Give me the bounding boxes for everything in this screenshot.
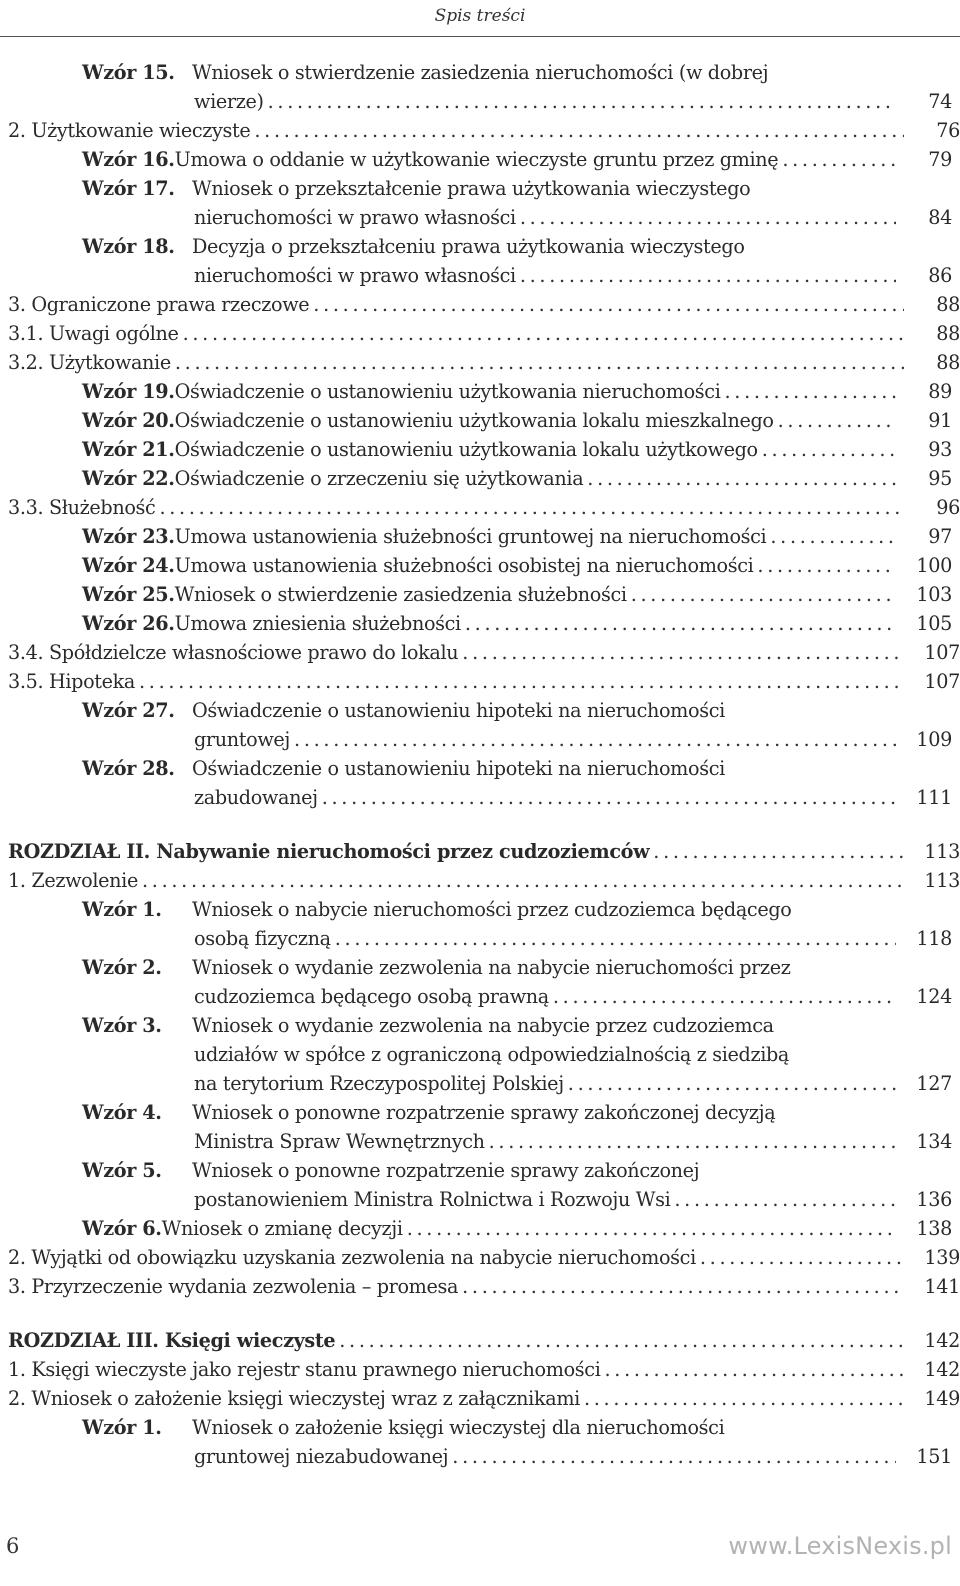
template-number: Wzór 22. — [82, 467, 175, 490]
toc-page-number: 151 — [916, 1445, 952, 1468]
dot-leader — [520, 261, 896, 290]
toc-template-entry[interactable] — [0, 580, 960, 609]
toc-entry-line — [0, 953, 960, 982]
toc-page-number: 79 — [928, 148, 952, 171]
toc-entry-line — [8, 1384, 960, 1413]
toc-entry-line — [8, 493, 960, 522]
template-number: Wzór 16. — [82, 148, 175, 171]
template-number: Wzór 1. — [82, 1416, 162, 1439]
toc-template-entry[interactable] — [0, 464, 960, 493]
toc-entry-line — [0, 261, 960, 290]
toc-entry-title: Umowa zniesienia służebności — [174, 612, 461, 635]
template-label — [82, 522, 175, 551]
toc-page-number: 138 — [916, 1217, 952, 1240]
template-number: Wzór 18. — [82, 235, 175, 258]
dot-leader — [724, 377, 896, 406]
template-number: Wzór 2. — [82, 956, 162, 979]
template-number: Wzór 4. — [82, 1101, 162, 1124]
toc-entry-title: Umowa ustanowienia służebności gruntowej na nieruchomości — [174, 525, 767, 548]
dot-leader — [700, 1243, 904, 1272]
toc-entry-line — [0, 924, 960, 953]
toc-entry-title — [8, 1326, 335, 1355]
toc-entry-line — [8, 1326, 960, 1355]
dot-leader — [553, 982, 896, 1011]
toc-entry-line — [0, 145, 960, 174]
header-title: Spis treści — [434, 6, 526, 26]
dot-leader — [587, 464, 896, 493]
template-number: Wzór 5. — [82, 1159, 162, 1182]
toc-entry-line — [0, 580, 960, 609]
toc-entry-title: 3.1. Uwagi ogólne — [8, 322, 179, 345]
toc-entry-title: Umowa o oddanie w użytkowanie wieczyste gruntu przez gminę — [174, 148, 779, 171]
toc-template-entry[interactable] — [0, 1098, 960, 1156]
toc-entry-title: 2. Wniosek o założenie księgi wieczystej wraz z załącznikami — [8, 1387, 580, 1410]
toc-entry-title: Oświadczenie o ustanowieniu użytkowania lokalu mieszkalnego — [174, 409, 774, 432]
template-label — [82, 464, 175, 493]
dot-leader — [175, 348, 904, 377]
toc-page-number: 109 — [916, 728, 952, 751]
toc-page-number: 97 — [928, 525, 952, 548]
toc-page-number: 141 — [924, 1275, 960, 1298]
toc-entry-title: Oświadczenie o ustanowieniu użytkowania lokalu użytkowego — [174, 438, 758, 461]
toc-entry-line — [0, 1413, 960, 1442]
toc-section-entry[interactable] — [0, 493, 960, 522]
toc-entry-line — [0, 1011, 960, 1040]
toc-template-entry[interactable] — [0, 58, 960, 116]
toc-section-entry[interactable] — [0, 116, 960, 145]
toc-entry-title: 3.4. Spółdzielcze własnościowe prawo do lokalu — [8, 641, 459, 664]
toc-entry-line — [0, 725, 960, 754]
template-label — [82, 232, 192, 261]
dot-leader — [778, 406, 896, 435]
toc-entry-title: Oświadczenie o ustanowieniu hipoteki na nieruchomości — [192, 757, 725, 780]
template-label — [82, 377, 175, 406]
toc-entry-title: nieruchomości w prawo własności — [194, 264, 516, 287]
template-label — [82, 1098, 192, 1127]
toc-entry-line — [0, 435, 960, 464]
toc-section-entry[interactable] — [0, 1384, 960, 1413]
toc-page-number: 95 — [928, 467, 952, 490]
template-number: Wzór 19. — [82, 380, 175, 403]
toc-page-number: 88 — [936, 351, 960, 374]
toc-page-number: 118 — [916, 927, 952, 950]
dot-leader — [782, 145, 896, 174]
toc-page-number: 103 — [916, 583, 952, 606]
toc-entry-title: 3.2. Użytkowanie — [8, 351, 171, 374]
toc-template-entry[interactable] — [0, 696, 960, 754]
toc-entry-line — [8, 866, 960, 895]
template-number: Wzór 25. — [82, 583, 175, 606]
toc-entry-title: 3. Ograniczone prawa rzeczowe — [8, 293, 310, 316]
toc-page-number: 113 — [924, 840, 960, 863]
template-label — [82, 609, 175, 638]
dot-leader — [653, 837, 904, 866]
toc-section-entry[interactable] — [0, 638, 960, 667]
template-number: Wzór 27. — [82, 699, 175, 722]
toc-page-number: 74 — [928, 90, 952, 113]
dot-leader — [322, 783, 896, 812]
toc-template-entry[interactable] — [0, 1011, 960, 1098]
toc-template-entry[interactable] — [0, 406, 960, 435]
template-label — [82, 696, 192, 725]
toc-template-entry[interactable] — [0, 174, 960, 232]
page-number: 6 — [6, 1534, 20, 1558]
toc-page-number: 107 — [924, 670, 960, 693]
toc-entry-title: Wniosek o stwierdzenie zasiedzenia służebności — [174, 583, 627, 606]
toc-template-entry[interactable] — [0, 754, 960, 812]
toc-entry-title: Wniosek o zmianę decyzji — [161, 1217, 403, 1240]
toc-page-number: 89 — [928, 380, 952, 403]
toc-template-entry[interactable] — [0, 953, 960, 1011]
toc-page-number: 96 — [936, 496, 960, 519]
toc-entry-line — [0, 406, 960, 435]
toc-entry-line — [8, 116, 960, 145]
toc-entry-line — [0, 1040, 960, 1069]
template-label — [82, 1413, 192, 1442]
toc-template-entry[interactable] — [0, 145, 960, 174]
template-label — [82, 754, 192, 783]
toc-entry-title: wierze) — [194, 90, 264, 113]
template-number: Wzór 6. — [82, 1217, 162, 1240]
dot-leader — [520, 203, 896, 232]
toc-entry-title: 2. Wyjątki od obowiązku uzyskania zezwolenia na nabycie nieruchomości — [8, 1246, 696, 1269]
dot-leader — [183, 319, 904, 348]
toc-entry-line — [0, 1069, 960, 1098]
toc-entry-title: Oświadczenie o zrzeczeniu się użytkowania — [174, 467, 584, 490]
template-number: Wzór 1. — [82, 898, 162, 921]
template-number: Wzór 28. — [82, 757, 175, 780]
dot-leader — [757, 551, 896, 580]
template-number: Wzór 3. — [82, 1014, 162, 1037]
dot-leader — [604, 1355, 904, 1384]
toc-entry-title: postanowieniem Ministra Rolnictwa i Rozwoju Wsi — [194, 1188, 671, 1211]
toc-template-entry[interactable] — [0, 522, 960, 551]
toc-entry-title: Wniosek o ponowne rozpatrzenie sprawy zakończonej — [192, 1159, 700, 1182]
toc-section-entry[interactable] — [0, 1355, 960, 1384]
toc-entry-title: Wniosek o przekształcenie prawa użytkowania wieczystego — [192, 177, 751, 200]
toc-entry-title: Ministra Spraw Wewnętrznych — [194, 1130, 485, 1153]
toc-chapter-entry[interactable] — [0, 837, 960, 866]
toc-entry-title: 1. Zezwolenie — [8, 869, 138, 892]
toc-entry-line — [0, 754, 960, 783]
template-label — [82, 145, 175, 174]
dot-leader — [313, 290, 904, 319]
toc-entry-title: Wniosek o ponowne rozpatrzenie sprawy zakończonej decyzją — [192, 1101, 776, 1124]
template-label — [82, 551, 175, 580]
template-label — [82, 1156, 192, 1185]
toc-page-number: 107 — [924, 641, 960, 664]
toc-entry-title: 3. Przyrzeczenie wydania zezwolenia – promesa — [8, 1275, 459, 1298]
toc-section-entry[interactable] — [0, 348, 960, 377]
dot-leader — [770, 522, 896, 551]
toc-template-entry[interactable] — [0, 1156, 960, 1214]
dot-leader — [462, 638, 904, 667]
toc-entry-line — [0, 551, 960, 580]
template-number: Wzór 26. — [82, 612, 175, 635]
toc-entry-line — [0, 377, 960, 406]
toc-page-number: 113 — [924, 869, 960, 892]
template-number: Wzór 23. — [82, 525, 175, 548]
toc-template-entry[interactable] — [0, 232, 960, 290]
publisher-url[interactable]: www.LexisNexis.pl — [728, 1532, 952, 1560]
toc-page-number: 134 — [916, 1130, 952, 1153]
toc-entry-line — [0, 982, 960, 1011]
toc-entry-line — [8, 638, 960, 667]
template-label — [82, 953, 192, 982]
toc-entry-title: nieruchomości w prawo własności — [194, 206, 516, 229]
template-number: Wzór 15. — [82, 61, 175, 84]
toc-entry-line — [0, 203, 960, 232]
toc-entry-title — [8, 837, 649, 866]
toc-entry-line — [8, 667, 960, 696]
toc-entry-line — [8, 1243, 960, 1272]
toc-entry-title: Wniosek o wydanie zezwolenia na nabycie przez cudzoziemca — [192, 1014, 774, 1037]
toc-section-entry[interactable] — [0, 1272, 960, 1301]
toc-entry-title: Umowa ustanowienia służebności osobistej na nieruchomości — [174, 554, 754, 577]
toc-page-number: 86 — [928, 264, 952, 287]
toc-page-number: 105 — [916, 612, 952, 635]
template-label — [82, 895, 192, 924]
toc-entry-title: Wniosek o nabycie nieruchomości przez cudzoziemca będącego — [192, 898, 792, 921]
toc-entry-line — [0, 1185, 960, 1214]
toc-entry-title: gruntowej niezabudowanej — [194, 1445, 449, 1468]
toc-template-entry[interactable] — [0, 609, 960, 638]
toc-page-number: 91 — [928, 409, 952, 432]
template-number: Wzór 17. — [82, 177, 175, 200]
toc-entry-title: na terytorium Rzeczypospolitej Polskiej — [194, 1072, 564, 1095]
toc-entry-line — [0, 58, 960, 87]
dot-leader — [335, 924, 896, 953]
toc-entry-line — [0, 464, 960, 493]
toc-entry-title: cudzoziemca będącego osobą prawną — [194, 985, 549, 1008]
dot-leader — [631, 580, 896, 609]
toc-entry-title: gruntowej — [194, 728, 291, 751]
dot-leader — [462, 1272, 904, 1301]
toc-entry-line — [0, 1214, 960, 1243]
dot-leader — [142, 866, 904, 895]
dot-leader — [159, 493, 904, 522]
toc-entry-title: Oświadczenie o ustanowieniu hipoteki na nieruchomości — [192, 699, 725, 722]
dot-leader — [762, 435, 896, 464]
toc-entry-title: Wniosek o założenie księgi wieczystej dla nieruchomości — [192, 1416, 725, 1439]
toc-section-entry[interactable] — [0, 290, 960, 319]
toc-entry-line — [8, 290, 960, 319]
dot-leader — [674, 1185, 896, 1214]
toc-template-entry[interactable] — [0, 1413, 960, 1471]
toc-section-entry[interactable] — [0, 866, 960, 895]
toc-template-entry[interactable] — [0, 551, 960, 580]
toc-entry-title: Wniosek o wydanie zezwolenia na nabycie nieruchomości przez — [192, 956, 791, 979]
toc-entry-line — [0, 232, 960, 261]
toc-page-number: 93 — [928, 438, 952, 461]
toc-template-entry[interactable] — [0, 1214, 960, 1243]
toc-entry-line — [8, 348, 960, 377]
template-label — [82, 580, 175, 609]
toc-page-number: 88 — [936, 293, 960, 316]
dot-leader — [465, 609, 896, 638]
toc-section-entry[interactable] — [0, 319, 960, 348]
toc-entry-title: 3.3. Służebność — [8, 496, 156, 519]
chapter-title: ROZDZIAŁ II. Nabywanie nieruchomości przez cudzoziemców — [8, 840, 650, 863]
toc-entry-line — [0, 87, 960, 116]
toc-section-entry[interactable] — [0, 1243, 960, 1272]
toc-page-number: 139 — [924, 1246, 960, 1269]
dot-leader — [568, 1069, 896, 1098]
toc-entry-line — [8, 837, 960, 866]
toc-entry-title: 1. Księgi wieczyste jako rejestr stanu prawnego nieruchomości — [8, 1358, 601, 1381]
toc-entry-line — [0, 174, 960, 203]
toc-entry-title: zabudowanej — [194, 786, 318, 809]
toc-entry-line — [0, 609, 960, 638]
toc-template-entry[interactable] — [0, 435, 960, 464]
template-number: Wzór 20. — [82, 409, 175, 432]
toc-chapter-entry[interactable] — [0, 1326, 960, 1355]
template-number: Wzór 21. — [82, 438, 175, 461]
toc-page-number: 142 — [924, 1329, 960, 1352]
dot-leader — [489, 1127, 896, 1156]
chapter-title: ROZDZIAŁ III. Księgi wieczyste — [8, 1329, 336, 1352]
dot-leader — [254, 116, 904, 145]
toc-page-number: 84 — [928, 206, 952, 229]
toc-page-number: 124 — [916, 985, 952, 1008]
template-label — [82, 435, 175, 464]
toc-entry-line — [0, 1098, 960, 1127]
toc-page-number: 142 — [924, 1358, 960, 1381]
toc-page-number: 111 — [916, 786, 952, 809]
toc-entry-line — [0, 895, 960, 924]
template-number: Wzór 24. — [82, 554, 175, 577]
toc-page-number: 149 — [924, 1387, 960, 1410]
dot-leader — [268, 87, 896, 116]
dot-leader — [139, 667, 904, 696]
toc-page-number: 88 — [936, 322, 960, 345]
toc-template-entry[interactable] — [0, 377, 960, 406]
toc-entry-line — [0, 1127, 960, 1156]
toc-entry-line — [8, 1272, 960, 1301]
toc-entry-title: osobą fizyczną — [194, 927, 331, 950]
toc-entry-title: Decyzja o przekształceniu prawa użytkowania wieczystego — [192, 235, 745, 258]
template-label — [82, 1214, 162, 1243]
running-header — [0, 0, 960, 37]
template-label — [82, 58, 192, 87]
template-label — [82, 174, 192, 203]
toc-entry-title: udziałów w spółce z ograniczoną odpowiedzialnością z siedzibą — [194, 1043, 790, 1066]
dot-leader — [339, 1326, 904, 1355]
toc-entry-line — [8, 319, 960, 348]
toc-page-number: 127 — [916, 1072, 952, 1095]
toc-entry-line — [0, 1442, 960, 1471]
toc-entry-title: 2. Użytkowanie wieczyste — [8, 119, 251, 142]
toc-entry-line — [0, 1156, 960, 1185]
toc-entry-line — [8, 1355, 960, 1384]
toc-template-entry[interactable] — [0, 895, 960, 953]
template-label — [82, 406, 175, 435]
toc-entry-line — [0, 522, 960, 551]
dot-leader — [452, 1442, 896, 1471]
toc-entry-title: Oświadczenie o ustanowieniu użytkowania nieruchomości — [174, 380, 721, 403]
toc-entry-line — [0, 696, 960, 725]
toc-entry-title: 3.5. Hipoteka — [8, 670, 135, 693]
toc-entry-line — [0, 783, 960, 812]
toc-entry-title: Wniosek o stwierdzenie zasiedzenia nieruchomości (w dobrej — [192, 61, 769, 84]
toc-page-number: 100 — [916, 554, 952, 577]
table-of-contents — [0, 58, 960, 1471]
dot-leader — [584, 1384, 904, 1413]
dot-leader — [294, 725, 896, 754]
toc-page-number: 136 — [916, 1188, 952, 1211]
toc-section-entry[interactable] — [0, 667, 960, 696]
template-label — [82, 1011, 192, 1040]
toc-page-number: 76 — [936, 119, 960, 142]
dot-leader — [407, 1214, 896, 1243]
